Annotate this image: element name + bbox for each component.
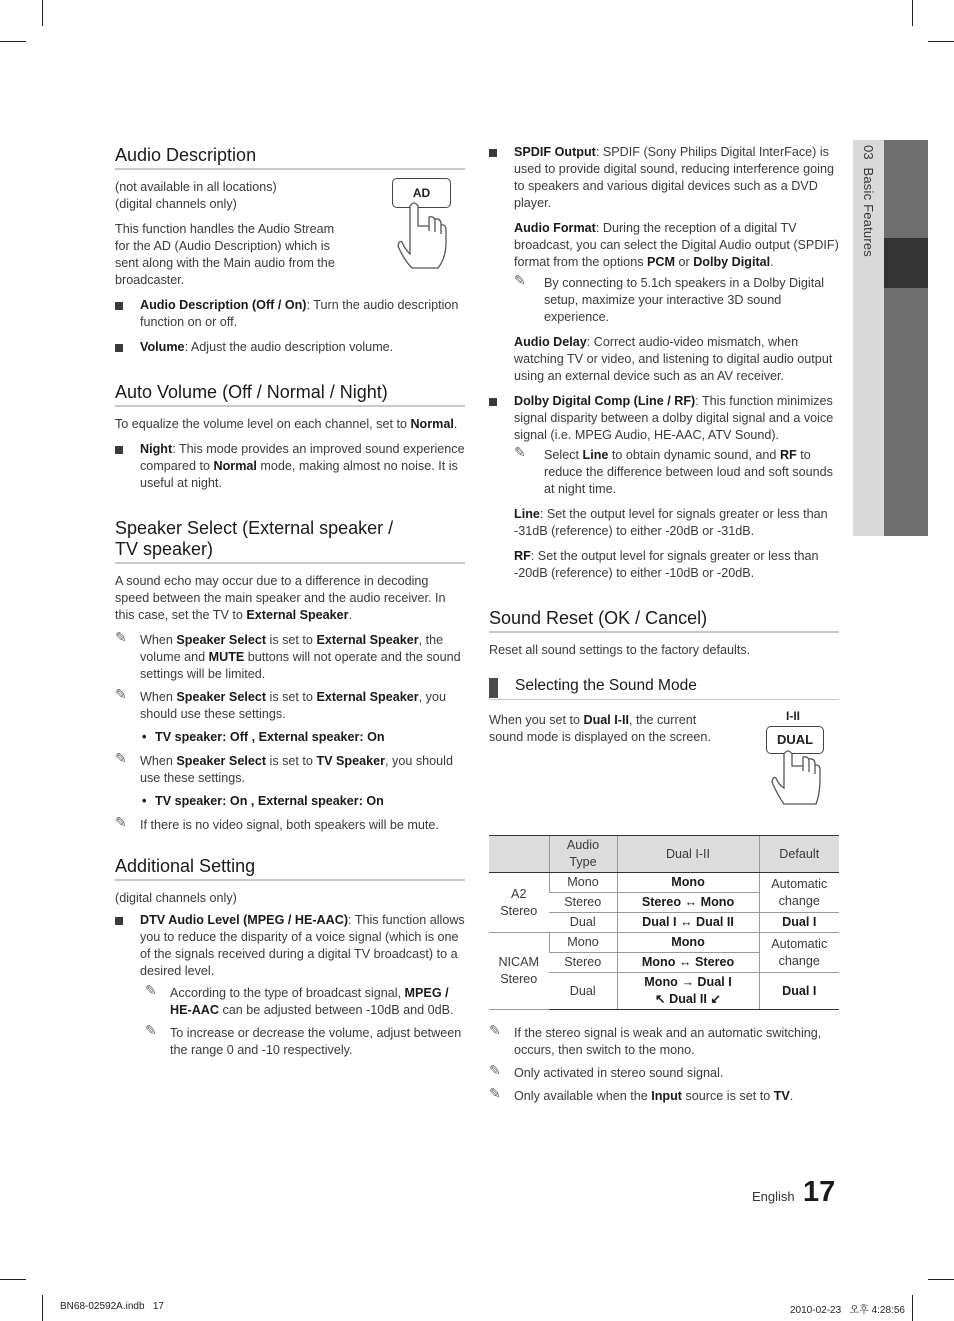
table-cell-dual: Mono [617,933,759,953]
note-pencil-icon: ✎ [115,751,127,767]
audio-delay: Audio Delay: Correct audio-video mismatch, when watching TV or video, and listening to digital audio output using an external device such as an AV receiver. [514,335,833,383]
table-cell-type: Mono [549,933,617,953]
crop-mark [42,0,43,26]
note-pencil-icon: ✎ [115,630,127,646]
note-pencil-icon: ✎ [489,1063,501,1079]
sound-mode-intro [489,709,839,842]
table-note-3: ✎ Only available when the Input source is set to TV. [489,1086,794,1103]
remote-ad-illustration [390,176,460,276]
setting-external-on: • TV speaker: Off , External speaker: On [140,729,465,746]
speaker-note-3: ✎ When Speaker Select is set to TV Speaker, you should use these settings. [115,751,453,785]
table-cell-type: Mono [549,873,617,893]
table-cell-type: Stereo [549,953,617,973]
table-header-default: Default [759,836,839,873]
table-cell-default: Automatic change [759,933,839,973]
setting-both-on: • TV speaker: On , External speaker: On [140,793,465,810]
section-title-auto-volume: Auto Volume (Off / Normal / Night) [115,382,465,407]
sound-mode-table [489,835,839,1010]
table-cell-default: Dual I [759,913,839,933]
auto-volume-intro: To equalize the volume level on each channel, set to Normal. [115,417,458,431]
dtv-note-1: ✎ According to the type of broadcast signal, MPEG / HE-AAC can be adjusted between -10dB and 0dB. [145,983,454,1017]
table-cell-type: Stereo [549,893,617,913]
audio-format-note: ✎ By connecting to 5.1ch speakers in a Dolby Digital setup, maximize your interactive 3D sound experience. [514,273,825,324]
speaker-select-body: A sound echo may occur due to a difference in decoding speed between the main speaker and the audio receiver. In this case, set the TV to External Speaker. [115,574,446,622]
table-header-row [489,836,839,873]
crop-mark [0,1279,26,1280]
table-group-nicam: NICAM Stereo [489,933,549,1010]
section-title-additional-setting: Additional Setting [115,856,465,881]
footer-language: English [752,1189,795,1204]
bullet-dtv-audio-level: DTV Audio Level (MPEG / HE-AAC): This function allows you to reduce the disparity of a voice signal (which is one of the signals received during a digital TV broadcast) to a desired level. [115,912,465,980]
table-header-dual: Dual I-II [617,836,759,873]
bullet-spdif-output: SPDIF Output: SPDIF (Sony Philips Digital InterFace) is used to provide digital sound, reducing interference going to speakers and various digital devices such as a DVD player. [489,144,839,212]
section-title-audio-description: Audio Description [115,145,465,170]
page-number: 17 [803,1176,836,1208]
table-cell-type: Dual [549,973,617,1010]
note-pencil-icon: ✎ [145,1023,157,1039]
audio-description-intro [115,179,465,289]
chapter-tab-edge [884,140,928,536]
table-header-audio-type: Audio Type [549,836,617,873]
section-title-sound-reset: Sound Reset (OK / Cancel) [489,608,839,633]
channel-note: (digital channels only) [115,197,237,211]
footer-file: BN68-02592A.indb 17 [60,1301,164,1312]
dolby-note: ✎ Select Line to obtain dynamic sound, and RF to reduce the difference between loud and soft sounds at night time. [514,445,833,496]
bullet-night-mode: Night: This mode provides an improved sound experience compared to Normal mode, making almost no noise. It is useful at night. [115,441,465,492]
dtv-note-2: ✎ To increase or decrease the volume, adjust between the range 0 and -10 respectively. [145,1023,462,1057]
crop-mark [0,41,26,42]
bullet-audio-description-volume: Volume: Adjust the audio description volume. [115,339,465,356]
audio-format: Audio Format: During the reception of a digital TV broadcast, you can select the Digital Audio output (SPDIF) format from the options PCM or Dolby Digital. [514,221,839,269]
speaker-note-4: ✎ If there is no video signal, both speakers will be mute. [115,815,439,832]
table-cell-type: Dual [549,913,617,933]
table-note-1: ✎ If the stereo signal is weak and an automatic switching, occurs, then switch to the mono. [489,1023,822,1057]
audio-description-body: This function handles the Audio Stream for the AD (Audio Description) which is sent along with the Main audio from the broadcaster. [115,222,335,287]
table-notes [489,1025,839,1111]
crop-mark [928,41,954,42]
hand-pointer-icon [764,708,834,808]
table-cell-dual: Stereo ↔ Mono [617,893,759,913]
dolby-rf: RF: Set the output level for signals greater or less than -20dB (reference) to either -10dB or -20dB. [514,549,819,580]
sound-mode-text: When you set to Dual I-II, the current sound mode is displayed on the screen. [489,713,711,744]
additional-setting-note: (digital channels only) [115,891,237,905]
table-cell-dual: Dual I ↔ Dual II [617,913,759,933]
speaker-note-2: ✎ When Speaker Select is set to External Speaker, you should use these settings. [115,687,446,721]
note-pencil-icon: ✎ [145,983,157,999]
chapter-tab-marker [884,238,928,288]
dual-button: DUAL [766,726,824,754]
note-pencil-icon: ✎ [514,445,526,461]
remote-dual-illustration [764,708,834,808]
availability-note: (not available in all locations) [115,180,277,194]
table-group-a2: A2 Stereo [489,873,549,933]
crop-mark [912,1295,913,1321]
note-pencil-icon: ✎ [489,1023,501,1039]
note-pencil-icon: ✎ [489,1086,501,1102]
table-note-2: ✎ Only activated in stereo sound signal. [489,1063,724,1080]
bullet-dolby-digital-comp: Dolby Digital Comp (Line / RF): This function minimizes signal disparity between a dolby digital signal and a voice signal (i.e. MPEG Audio, HE-AAC, ATV Sound). [489,393,839,444]
dual-button-caption: I-II [786,709,800,723]
table-header-empty [489,836,549,873]
table-cell-dual: Mono [617,873,759,893]
sound-reset-text: Reset all sound settings to the factory defaults. [489,643,751,657]
table-row [489,933,839,953]
left-column [115,145,465,1065]
table-cell-dual: Mono ↔ Stereo [617,953,759,973]
table-cell-dual: Mono → Dual I ↖ Dual II ↙ [617,973,759,1010]
crop-mark [912,0,913,26]
note-pencil-icon: ✎ [115,687,127,703]
crop-mark [42,1295,43,1321]
crop-mark [928,1279,954,1280]
subsection-title-sound-mode: Selecting the Sound Mode [489,677,839,700]
right-column [489,144,839,842]
dolby-line: Line: Set the output level for signals greater or less than -31dB (reference) to either -20dB or -31dB. [514,507,828,538]
hand-pointer-icon [390,176,460,276]
chapter-label: 03 Basic Features [861,145,876,258]
section-title-speaker-select: Speaker Select (External speaker / TV speaker) [115,518,465,564]
footer-date: 2010-02-23 오후 4:28:56 [790,1305,905,1316]
note-pencil-icon: ✎ [115,815,127,831]
speaker-note-1: ✎ When Speaker Select is set to External Speaker, the volume and MUTE buttons will not operate and the sound settings will be limited. [115,630,461,681]
ad-button: AD [392,178,451,208]
note-pencil-icon: ✎ [514,273,526,289]
table-cell-default: Automatic change [759,873,839,913]
bullet-audio-description-toggle: Audio Description (Off / On): Turn the audio description function on or off. [115,297,465,331]
table-cell-default: Dual I [759,973,839,1010]
table-row [489,873,839,893]
